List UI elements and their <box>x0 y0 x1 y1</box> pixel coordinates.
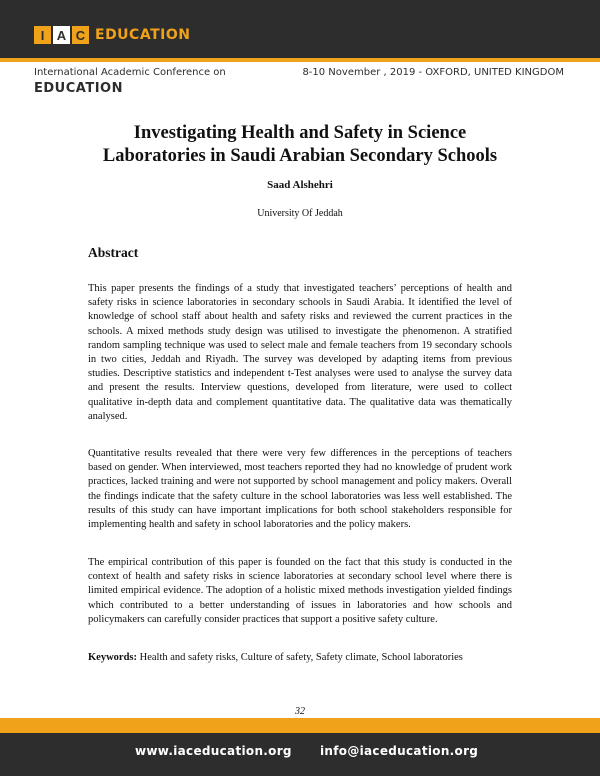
logo-letter-a: A <box>53 26 70 44</box>
logo-letter-c: C <box>72 26 89 44</box>
header-accent-stripe <box>0 58 600 62</box>
abstract-paragraph-1: This paper presents the findings of a study that investigated teachers’ perceptions of health and safety risks in science laboratories in secondary schools in Saudi Arabia. It identified the level of knowledge of school staff about health and safety risks and reviewed the current practices in the schools. A mixed methods study design was utilised to investigate the phenomenon. A stratified random sampling technique was used to select male and female teachers from 19 secondary schools in two cities, Jeddah and Riyadh. The survey was developed by adapting items from previous studies. Descriptive statistics and independent t-Test analyses were used to analyse the survey data and present the results. Interview questions, developed from literature, were used to collect qualitative in-depth data and complement quantitative data. The qualitative data was thematically analysed. <box>88 283 512 422</box>
footer-bar <box>0 733 600 776</box>
footer-email-link[interactable]: info@iaceducation.org <box>320 744 479 758</box>
keywords-text: Health and safety risks, Culture of safety, Safety climate, School laboratories <box>139 652 463 663</box>
abstract-heading: Abstract <box>88 245 139 260</box>
page-number: 32 <box>295 706 305 717</box>
paper-title <box>60 122 540 168</box>
title-line-2: Laboratories in Saudi Arabian Secondary Schools <box>102 146 498 166</box>
logo-letter-i: I <box>34 26 51 44</box>
conference-date-location: 8-10 November , 2019 - OXFORD, UNITED KINGDOM <box>302 67 564 78</box>
iac-education-logo <box>34 25 190 45</box>
author-name: Saad Alshehri <box>267 179 333 191</box>
conference-name <box>34 66 226 97</box>
keywords <box>88 651 512 665</box>
footer-accent-stripe <box>0 718 600 733</box>
author-affiliation: University Of Jeddah <box>257 208 343 219</box>
conference-line1: International Academic Conference on <box>34 67 226 78</box>
conference-line2: EDUCATION <box>34 81 123 96</box>
abstract-paragraph-2: Quantitative results revealed that there were very few differences in the perceptions of teachers based on gender. When interviewed, most teachers reported they had no knowledge of prudent work practices, lacked training and were not supported by school management and policy makers. Overall the findings indicate that the safety culture in the school laboratories was less well established. The results of this study can have important implications for both school stakeholders responsible for implementing health and safety in school laboratories and the policy makers. <box>88 448 512 531</box>
header-bar <box>0 0 600 58</box>
footer-website-link[interactable]: www.iaceducation.org <box>135 744 292 758</box>
title-line-1: Investigating Health and Safety in Science <box>133 123 467 143</box>
abstract-paragraph-3: The empirical contribution of this paper is founded on the fact that this study is conducted in the context of health and safety risks in science laboratories at secondary school level where there is limited empirical evidence. The adoption of a holistic mixed methods investigation yielded findings which contributed to a better understanding of issues in laboratories and how schools and policymakers can carefully consider practices that support a positive safety culture. <box>88 557 512 625</box>
keywords-label: Keywords: <box>88 652 137 663</box>
logo-word: EDUCATION <box>95 27 191 43</box>
